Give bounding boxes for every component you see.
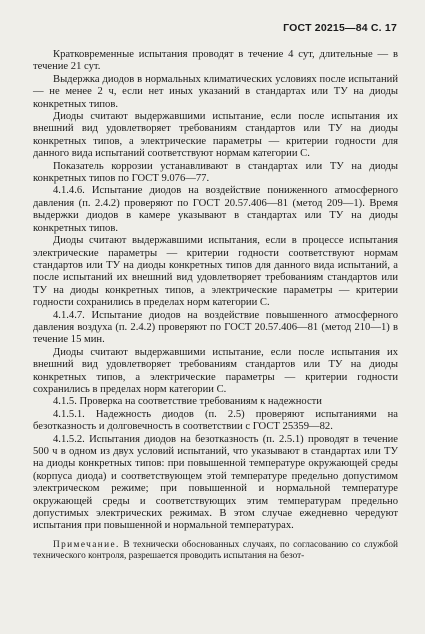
paragraph: 4.1.4.7. Испытание диодов на воздействие повышенного атмосферного давления воздуха (п. 2.4.2) проверяют по ГОСТ 20.57.406—81 (метод 210—1) в течение 15 мин. [33,309,398,346]
section-heading: 4.1.5. Проверка на соответствие требованиям к надежности [53,396,322,408]
paragraph: Показатель коррозии устанавливают в стандартах или ТУ на диоды конкретных типов по ГОСТ 9.076—77. [33,160,398,185]
paragraph: Диоды считают выдержавшими испытания, если в процессе испытания электрические параметры — критерии годности соответствуют нормам стандартов или ТУ на диоды конкретных типов для данного вида испытаний, а после испытаний их внешний вид удовлетворяет требованиям стандартов или ТУ на диоды конкретных типов, а электрические параметры — критерии годности сохранились в пределах норм категории С. [33,235,398,309]
paragraph: 4.1.5.1. Надежность диодов (п. 2.5) проверяют испытаниями на безотказность и долговечность в соответствии с ГОСТ 25359—82. [33,408,398,433]
paragraph: 4.1.4.6. Испытание диодов на воздействие пониженного атмосферного давления (п. 2.4.2) проверяют по ГОСТ 20.57.406—81 (метод 209—1). Время выдержки диодов в камере указывают в стандартах или ТУ на диоды конкретных типов. [33,185,398,234]
note [33,540,398,563]
document-body [33,49,398,572]
note-label: Примечание. [53,539,120,550]
paragraph: Диоды считают выдержавшими испытание, если после испытания их внешний вид удовлетворяет требованиям стандартов или ТУ на диоды конкретных типов, а электрические параметры — критерии годности для данного вида испытаний соответствуют нормам категории С. [33,111,398,160]
paragraph: Кратковременные испытания проводят в течение 4 сут, длительные — в течение 21 сут. [33,49,398,73]
paragraph: Диоды считают выдержавшими испытание, если после испытания их внешний вид удовлетворяет требованиям стандартов или ТУ на диоды конкретных типов, а электрические параметры — критерии годности сохранились в пределах норм категории С. [33,346,398,395]
paragraph: Выдержка диодов в нормальных климатических условиях после испытаний — не менее 2 ч, если нет иных указаний в стандартах или ТУ на диоды конкретных типов. [33,73,398,110]
paragraph: 4.1.5.2. Испытания диодов на безотказность (п. 2.5.1) проводят в течение 500 ч в одном из двух условий испытаний, что указывают в стандартах или ТУ на диоды конкретных типов: при повышенной температуре окружающей среды (корпуса диода) и соответствующем этой температуре предельно допустимом электрическом режиме; при повышенной и нормальной температуре окружающей среды и соответствующих этим температурам предельно допустимых электрических режимах. В этом случае ежедневно чередуют испытания при повышенной и нормальной температурах. [33,433,398,532]
page-header: ГОСТ 20215—84 С. 17 [283,22,397,34]
note-text: В технически обоснованных случаях, по согласованию со службой технического контроля, разрешается проводить испытания на безот- [33,539,398,562]
